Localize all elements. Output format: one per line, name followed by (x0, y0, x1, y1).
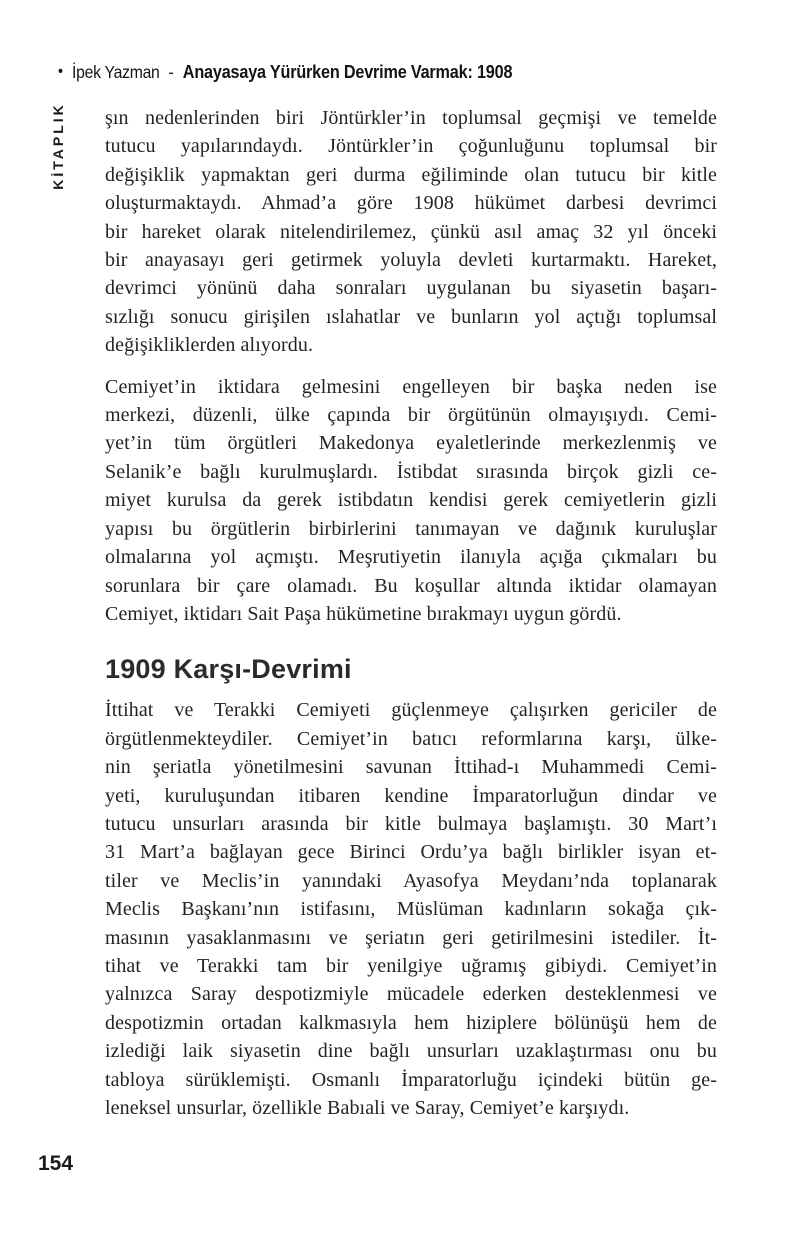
text-line: yapısı bu örgütlerin birbirlerini tanımayan ve dağınık kuruluşlar (105, 517, 717, 540)
text-line: Meclis Başkanı’nın istifasını, Müslüman kadınların sokağa çık- (105, 898, 717, 921)
text-line: bir anayasayı geri getirmek yoluyla devleti kurtarmaktı. Hareket, (105, 249, 717, 272)
text-line: yalnızca Saray despotizmiyle mücadele ederken desteklenmesi ve (105, 983, 717, 1006)
text-line: sızlığı sonucu girişilen ıslahatlar ve bunların yol açtığı toplumsal (105, 305, 717, 328)
text-line: bir hareket olarak nitelendirilemez, çünkü asıl amaç 32 yıl önceki (105, 220, 717, 243)
bullet-icon: • (58, 63, 64, 80)
header-book-title: Anayasaya Yürürken Devrime Varmak: 1908 (182, 61, 513, 82)
text-line: yeti, kuruluşundan itibaren kendine İmparatorluğun dindar ve (105, 784, 717, 807)
text-line: merkezi, düzenli, ülke çapında bir örgütünün olmayışıydı. Cemi- (105, 404, 717, 427)
text-line: nin şeriatla yönetilmesini savunan İttihad-ı Muhammedi Cemi- (105, 756, 717, 779)
text-line: tihat ve Terakki tam bir yenilgiye uğramış gibiydi. Cemiyet’in (105, 954, 717, 977)
text-line: Cemiyet, iktidarı Sait Paşa hükümetine bırakmayı uygun gördü. (105, 602, 622, 625)
text-line: leneksel unsurlar, özellikle Babıali ve Saray, Cemiyet’e karşıydı. (105, 1097, 630, 1119)
text-line: tutucu unsurları arasında bir kitle bulmaya başlamıştı. 30 Mart’ı (105, 812, 717, 835)
paragraph-3 (105, 696, 717, 1122)
text-line: şın nedenlerinden biri Jöntürkler’in toplumsal geçmişi ve temelde (105, 107, 717, 129)
text-line: despotizmin ortadan kalkmasıyla hem hiziplere bölünüşü hem de (105, 1011, 717, 1034)
text-line: tabloya sürüklemişti. Osmanlı İmparatorluğu içindeki bütün ge- (105, 1068, 717, 1091)
text-line: 31 Mart’a bağlayan gece Birinci Ordu’ya bağlı birlikler isyan et- (105, 841, 717, 864)
header-separator: - (168, 61, 174, 82)
text-line: izlediği laik siyasetin dine bağlı unsurları uzaklaştırması onu bu (105, 1040, 717, 1063)
text-column (105, 104, 717, 1135)
text-line: miyet kurulsa da gerek istibdatın kendisi gerek cemiyetlerin gizli (105, 489, 717, 512)
text-line: değişikliklerden alıyordu. (105, 334, 314, 357)
text-line: devrimci yönünü daha sonraları uygulanan bu siyasetin başarı- (105, 277, 717, 300)
text-line: tiler ve Meclis’in yanındaki Ayasofya Meydanı’nda toplanarak (105, 869, 717, 892)
text-line: değişiklik yapmaktan geri durma eğiliminde olan tutucu bir kitle (105, 163, 717, 186)
text-line: Cemiyet’in iktidara gelmesini engelleyen bir başka neden ise (105, 375, 717, 398)
text-line: yet’in tüm örgütleri Makedonya eyaletlerinde merkezlenmiş ve (105, 432, 717, 455)
text-line: örgütlenmekteydiler. Cemiyet’in batıcı reformlarına karşı, ülke- (105, 727, 717, 750)
paragraph-1 (105, 104, 717, 360)
section-heading: 1909 Karşı-Devrimi (105, 654, 352, 685)
header-author: İpek Yazman (72, 61, 160, 82)
spine-label-kitaplik: KİTAPLIK (50, 102, 66, 190)
text-line: İttihat ve Terakki Cemiyeti güçlenmeye çalışırken gericiler de (105, 699, 717, 722)
running-header (58, 60, 688, 84)
text-line: masının yasaklanmasını ve şeriatın geri getirilmesini istediler. İt- (105, 926, 717, 949)
text-line: tutucu yapılarındaydı. Jöntürkler’in çoğunluğunu toplumsal bir (105, 135, 717, 158)
page-number: 154 (38, 1152, 74, 1175)
paragraph-2 (105, 373, 717, 629)
text-line: olmalarına yol açmıştı. Meşrutiyetin ilanıyla açığa çıkmaları bu (105, 546, 717, 569)
text-line: oluşturmaktaydı. Ahmad’a göre 1908 hükümet darbesi devrimci (105, 192, 717, 215)
text-line: Selanik’e bağlı kurulmuşlardı. İstibdat sırasında birçok gizli ce- (105, 460, 717, 483)
text-line: sorunlara bir çare olamadı. Bu koşullar altında iktidar olamayan (105, 574, 717, 597)
